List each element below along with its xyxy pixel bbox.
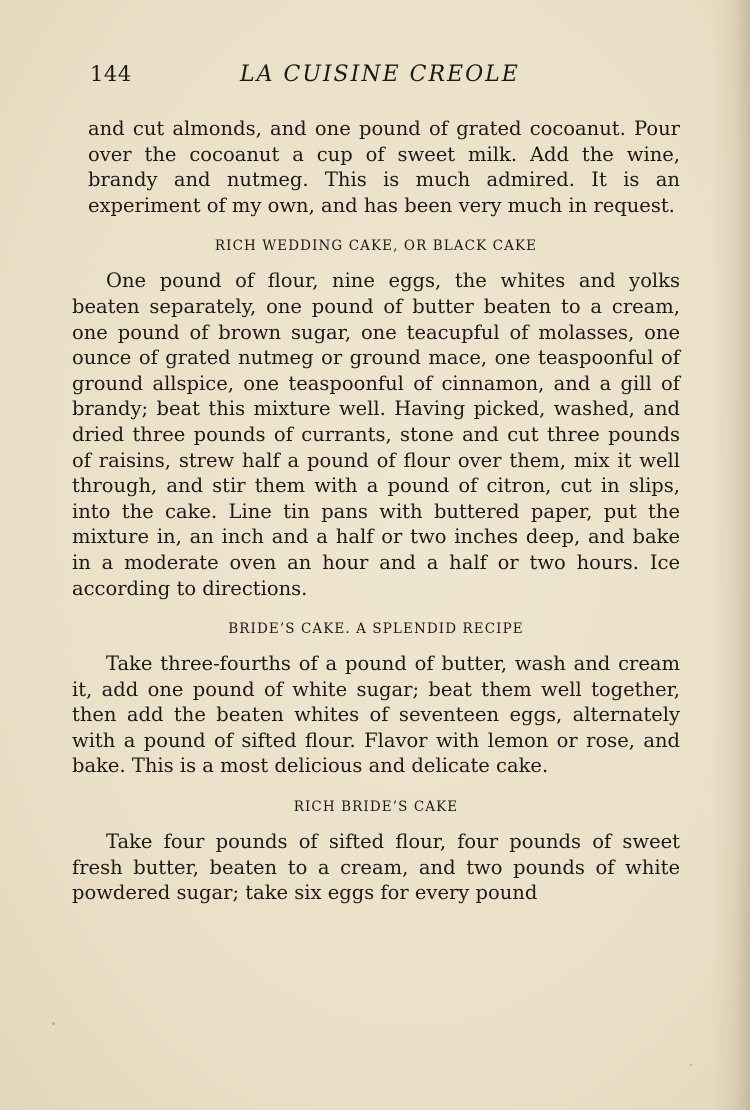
paper-speck (690, 1064, 692, 1066)
running-head: LA CUISINE CREOLE (240, 62, 520, 87)
recipe-heading-brides-cake: BRIDE’S CAKE. A SPLENDID RECIPE (228, 621, 524, 638)
recipe-text-brides-cake: Take three-fourths of a pound of butter, wash and cream it, add one pound of white sugar; beat them well together, then add the beaten whites of seventeen eggs, alternately with a pound of sifted flour. Flavor with lemon or rose, and bake. This is a most delicious and delicate cake. (72, 652, 680, 778)
paper-speck (52, 1022, 55, 1025)
intro-paragraph: and cut almonds, and one pound of grated cocoanut. Pour over the cocoanut a cup of sweet milk. Add the wine, brandy and nutmeg. This is much admired. It is an experiment of my own, and has been very much in request. (88, 117, 680, 217)
page-body (72, 116, 680, 906)
page-header (90, 60, 690, 94)
recipe-heading-rich-brides-cake: RICH BRIDE’S CAKE (293, 799, 459, 816)
recipe-heading-wedding-cake: RICH WEDDING CAKE, OR BLACK CAKE (214, 238, 538, 255)
recipe-text-wedding-cake: One pound of flour, nine eggs, the whites and yolks beaten separately, one pound of butter beaten to a cream, one pound of brown sugar, one teacupful of molasses, one ounce of grated nutmeg or ground mace, one teaspoonful of ground allspice, one teaspoonful of cinnamon, and a gill of brandy; beat this mixture well. Having picked, washed, and dried three pounds of currants, stone and cut three pounds of raisins, strew half a pound of flour over them, mix it well through, and stir them with a pound of citron, cut in slips, into the cake. Line tin pans with buttered paper, put the mixture in, an inch and a half or two inches deep, and bake in a moderate oven an hour and a half or two hours. Ice according to directions. (72, 269, 680, 600)
gutter-shadow (710, 0, 750, 1110)
page-number: 144 (90, 62, 132, 86)
recipe-text-rich-brides-cake: Take four pounds of sifted flour, four pounds of sweet fresh butter, beaten to a cream, and two pounds of white powdered sugar; take six eggs for every pound (72, 830, 680, 905)
